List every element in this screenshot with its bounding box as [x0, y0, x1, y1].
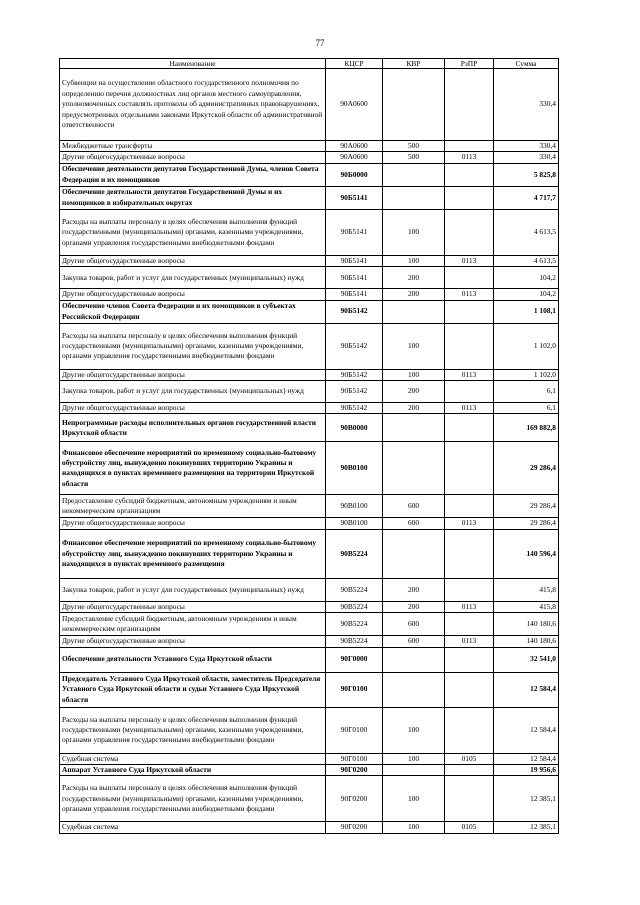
cell-kcsr: 90Б5142 — [326, 323, 383, 369]
cell-kvr: 600 — [383, 613, 445, 636]
cell-name: Судебная система — [60, 822, 326, 833]
table-row — [60, 403, 559, 414]
cell-kcsr: 90Б5142 — [326, 369, 383, 380]
cell-name: Расходы на выплаты персоналу в целях обеспечения выполнения функций государственными (муниципальными) органами, казенными учреждениями, органами управления государственными внебюджетными фондами — [60, 209, 326, 255]
cell-sum: 29 286,4 — [494, 518, 559, 529]
cell-kcsr: 90Г0200 — [326, 765, 383, 776]
cell-name: Расходы на выплаты персоналу в целях обеспечения выполнения функций государственными (муниципальными) органами, казенными учреждениями, органами управления государственными внебюджетными фондами — [60, 323, 326, 369]
header-kvr: КВР — [383, 59, 445, 69]
cell-name: Другие общегосударственные вопросы — [60, 403, 326, 414]
cell-kvr: 500 — [383, 141, 445, 152]
cell-name: Межбюджетные трансферты — [60, 141, 326, 152]
cell-name: Другие общегосударственные вопросы — [60, 369, 326, 380]
table-row — [60, 69, 559, 141]
cell-kcsr: 90В5224 — [326, 578, 383, 601]
cell-kcsr: 90Б5141 — [326, 289, 383, 300]
cell-rzpr — [445, 300, 494, 323]
cell-sum: 169 882,8 — [494, 414, 559, 442]
cell-kcsr: 90Г0200 — [326, 822, 383, 833]
cell-kcsr: 90В5224 — [326, 601, 383, 612]
cell-name: Другие общегосударственные вопросы — [60, 601, 326, 612]
cell-sum: 140 596,4 — [494, 529, 559, 578]
cell-sum: 29 286,4 — [494, 495, 559, 518]
cell-kvr — [383, 163, 445, 186]
cell-sum: 4 613,5 — [494, 209, 559, 255]
cell-kvr: 100 — [383, 776, 445, 822]
cell-sum: 32 541,0 — [494, 647, 559, 672]
header-sum: Сумма — [494, 59, 559, 69]
cell-name: Другие общегосударственные вопросы — [60, 518, 326, 529]
cell-kcsr: 90В0100 — [326, 495, 383, 518]
table-row — [60, 255, 559, 266]
cell-sum: 12 584,4 — [494, 672, 559, 707]
header-kcsr: КЦСР — [326, 59, 383, 69]
cell-rzpr: 0113 — [445, 403, 494, 414]
table-row — [60, 765, 559, 776]
table-row — [60, 442, 559, 495]
cell-kcsr: 90В5224 — [326, 529, 383, 578]
table-row — [60, 636, 559, 647]
cell-sum: 12 584,4 — [494, 707, 559, 753]
cell-sum: 330,4 — [494, 69, 559, 141]
cell-kvr — [383, 442, 445, 495]
cell-rzpr — [445, 323, 494, 369]
cell-sum: 415,8 — [494, 578, 559, 601]
table-row — [60, 578, 559, 601]
cell-kvr: 100 — [383, 822, 445, 833]
cell-kcsr: 90В0100 — [326, 442, 383, 495]
cell-kcsr: 90Г0100 — [326, 753, 383, 764]
cell-kcsr: 90А0600 — [326, 69, 383, 141]
cell-rzpr — [445, 69, 494, 141]
table-row — [60, 707, 559, 753]
budget-table — [59, 58, 559, 834]
cell-kcsr: 90В0000 — [326, 414, 383, 442]
table-row — [60, 822, 559, 833]
cell-rzpr: 0113 — [445, 255, 494, 266]
cell-sum: 140 180,6 — [494, 613, 559, 636]
cell-rzpr — [445, 414, 494, 442]
cell-kcsr: 90Б5142 — [326, 403, 383, 414]
table-row — [60, 186, 559, 209]
cell-kvr — [383, 186, 445, 209]
table-row — [60, 529, 559, 578]
cell-rzpr — [445, 529, 494, 578]
cell-rzpr: 0113 — [445, 152, 494, 163]
cell-kvr: 600 — [383, 495, 445, 518]
cell-kvr — [383, 414, 445, 442]
cell-sum: 4 613,5 — [494, 255, 559, 266]
cell-kcsr: 90В5224 — [326, 636, 383, 647]
cell-kcsr: 90Г0200 — [326, 776, 383, 822]
cell-sum: 6,1 — [494, 381, 559, 403]
cell-kcsr: 90Г0100 — [326, 672, 383, 707]
cell-sum: 140 180,6 — [494, 636, 559, 647]
table-row — [60, 381, 559, 403]
table-row — [60, 152, 559, 163]
cell-kcsr: 90Б5141 — [326, 209, 383, 255]
table-row — [60, 613, 559, 636]
cell-rzpr — [445, 765, 494, 776]
cell-kcsr: 90Б5141 — [326, 255, 383, 266]
cell-name: Закупка товаров, работ и услуг для государственных (муниципальных) нужд — [60, 381, 326, 403]
cell-kvr: 600 — [383, 636, 445, 647]
cell-rzpr: 0113 — [445, 289, 494, 300]
cell-kcsr: 90Б5141 — [326, 267, 383, 289]
cell-name: Судебная система — [60, 753, 326, 764]
cell-rzpr: 0113 — [445, 636, 494, 647]
table-row — [60, 414, 559, 442]
table-row — [60, 289, 559, 300]
table-row — [60, 141, 559, 152]
cell-sum: 4 717,7 — [494, 186, 559, 209]
cell-name: Субвенции на осуществление областного государственного полномочия по определению перечня должностных лиц органов местного самоуправления, уполномоченных составлять протоколы об административных правонарушениях, предусмотренных отдельными законами Иркутской области об административной ответственности — [60, 69, 326, 141]
cell-kvr: 100 — [383, 323, 445, 369]
cell-rzpr — [445, 647, 494, 672]
table-row — [60, 163, 559, 186]
cell-kvr: 100 — [383, 255, 445, 266]
cell-kvr — [383, 300, 445, 323]
cell-kvr: 200 — [383, 403, 445, 414]
cell-name: Закупка товаров, работ и услуг для государственных (муниципальных) нужд — [60, 267, 326, 289]
cell-name: Непрограммные расходы исполнительных органов государственной власти Иркутской области — [60, 414, 326, 442]
cell-rzpr — [445, 578, 494, 601]
cell-kcsr: 90Б5142 — [326, 381, 383, 403]
cell-rzpr — [445, 707, 494, 753]
table-row — [60, 323, 559, 369]
table-row — [60, 518, 559, 529]
cell-rzpr — [445, 163, 494, 186]
cell-kcsr: 90В5224 — [326, 613, 383, 636]
header-rzpr: РзПР — [445, 59, 494, 69]
cell-rzpr — [445, 381, 494, 403]
cell-kvr: 100 — [383, 369, 445, 380]
cell-kvr — [383, 672, 445, 707]
cell-kcsr: 90Г0000 — [326, 647, 383, 672]
table-row — [60, 300, 559, 323]
cell-name: Другие общегосударственные вопросы — [60, 636, 326, 647]
cell-kvr: 100 — [383, 753, 445, 764]
cell-name: Обеспечение деятельности Уставного Суда Иркутской области — [60, 647, 326, 672]
cell-kcsr: 90А0600 — [326, 152, 383, 163]
cell-sum: 330,4 — [494, 152, 559, 163]
cell-kvr: 200 — [383, 289, 445, 300]
cell-kcsr: 90А0600 — [326, 141, 383, 152]
cell-sum: 1 102,0 — [494, 369, 559, 380]
cell-rzpr — [445, 776, 494, 822]
table-row — [60, 495, 559, 518]
page-number: 77 — [315, 38, 325, 48]
cell-rzpr: 0113 — [445, 518, 494, 529]
cell-rzpr — [445, 672, 494, 707]
table-row — [60, 776, 559, 822]
cell-sum: 6,1 — [494, 403, 559, 414]
table-header-row — [60, 59, 559, 69]
cell-name: Предоставление субсидий бюджетным, автономным учреждениям и иным некоммерческим организациям — [60, 613, 326, 636]
cell-kvr — [383, 765, 445, 776]
cell-name: Расходы на выплаты персоналу в целях обеспечения выполнения функций государственными (муниципальными) органами, казенными учреждениями, органами управления государственными внебюджетными фондами — [60, 776, 326, 822]
cell-name: Обеспечение деятельности депутатов Государственной Думы, членов Совета Федерации и их помощников — [60, 163, 326, 186]
cell-name: Финансовое обеспечение мероприятий по временному социально-бытовому обустройству лиц, вынужденно покинувших территорию Украины и находящихся в пунктах временного размещения — [60, 529, 326, 578]
cell-sum: 29 286,4 — [494, 442, 559, 495]
cell-kvr — [383, 69, 445, 141]
cell-rzpr: 0105 — [445, 753, 494, 764]
cell-sum: 104,2 — [494, 289, 559, 300]
cell-name: Другие общегосударственные вопросы — [60, 255, 326, 266]
cell-kvr: 100 — [383, 209, 445, 255]
cell-kvr: 100 — [383, 707, 445, 753]
cell-sum: 415,8 — [494, 601, 559, 612]
cell-rzpr — [445, 442, 494, 495]
table-row — [60, 267, 559, 289]
cell-sum: 12 385,1 — [494, 776, 559, 822]
cell-name: Обеспечение деятельности депутатов Государственной Думы и их помощников в избирательных округах — [60, 186, 326, 209]
cell-name: Расходы на выплаты персоналу в целях обеспечения выполнения функций государственными (муниципальными) органами, казенными учреждениями, органами управления государственными внебюджетными фондами — [60, 707, 326, 753]
cell-kvr: 200 — [383, 601, 445, 612]
cell-sum: 330,4 — [494, 141, 559, 152]
cell-sum: 5 825,8 — [494, 163, 559, 186]
cell-kvr: 200 — [383, 578, 445, 601]
table-row — [60, 601, 559, 612]
cell-sum: 19 956,6 — [494, 765, 559, 776]
cell-kvr: 600 — [383, 518, 445, 529]
cell-kvr — [383, 647, 445, 672]
table-row — [60, 647, 559, 672]
table-row — [60, 672, 559, 707]
cell-sum: 104,2 — [494, 267, 559, 289]
header-name: Наименование — [60, 59, 326, 69]
cell-name: Финансовое обеспечение мероприятий по временному социально-бытовому обустройству лиц, вынужденно покинувших территорию Украины и находящихся в пунктах временного размещения на территории Иркутской области — [60, 442, 326, 495]
cell-sum: 1 108,1 — [494, 300, 559, 323]
cell-name: Другие общегосударственные вопросы — [60, 289, 326, 300]
cell-kvr: 200 — [383, 267, 445, 289]
cell-name: Закупка товаров, работ и услуг для государственных (муниципальных) нужд — [60, 578, 326, 601]
table-body — [60, 69, 559, 834]
cell-kcsr: 90Б5141 — [326, 186, 383, 209]
cell-kvr: 500 — [383, 152, 445, 163]
cell-kcsr: 90Б0000 — [326, 163, 383, 186]
table-row — [60, 209, 559, 255]
cell-rzpr — [445, 495, 494, 518]
cell-kcsr: 90В0100 — [326, 518, 383, 529]
table-row — [60, 753, 559, 764]
cell-name: Председатель Уставного Суда Иркутской области, заместитель Председателя Уставного Суда Иркутской области и судьи Уставного Суда Иркутской области — [60, 672, 326, 707]
cell-rzpr: 0113 — [445, 601, 494, 612]
cell-rzpr — [445, 141, 494, 152]
cell-name: Аппарат Уставного Суда Иркутской области — [60, 765, 326, 776]
cell-name: Обеспечение членов Совета Федерации и их помощников в субъектах Российской Федерации — [60, 300, 326, 323]
cell-name: Другие общегосударственные вопросы — [60, 152, 326, 163]
cell-name: Предоставление субсидий бюджетным, автономным учреждениям и иным некоммерческим организациям — [60, 495, 326, 518]
cell-rzpr: 0105 — [445, 822, 494, 833]
cell-rzpr — [445, 267, 494, 289]
cell-sum: 12 584,4 — [494, 753, 559, 764]
cell-rzpr — [445, 209, 494, 255]
cell-sum: 1 102,0 — [494, 323, 559, 369]
cell-kcsr: 90Г0100 — [326, 707, 383, 753]
cell-rzpr — [445, 613, 494, 636]
cell-kcsr: 90Б5142 — [326, 300, 383, 323]
cell-sum: 12 385,1 — [494, 822, 559, 833]
table-row — [60, 369, 559, 380]
cell-rzpr — [445, 186, 494, 209]
cell-kvr — [383, 529, 445, 578]
cell-rzpr: 0113 — [445, 369, 494, 380]
cell-kvr: 200 — [383, 381, 445, 403]
